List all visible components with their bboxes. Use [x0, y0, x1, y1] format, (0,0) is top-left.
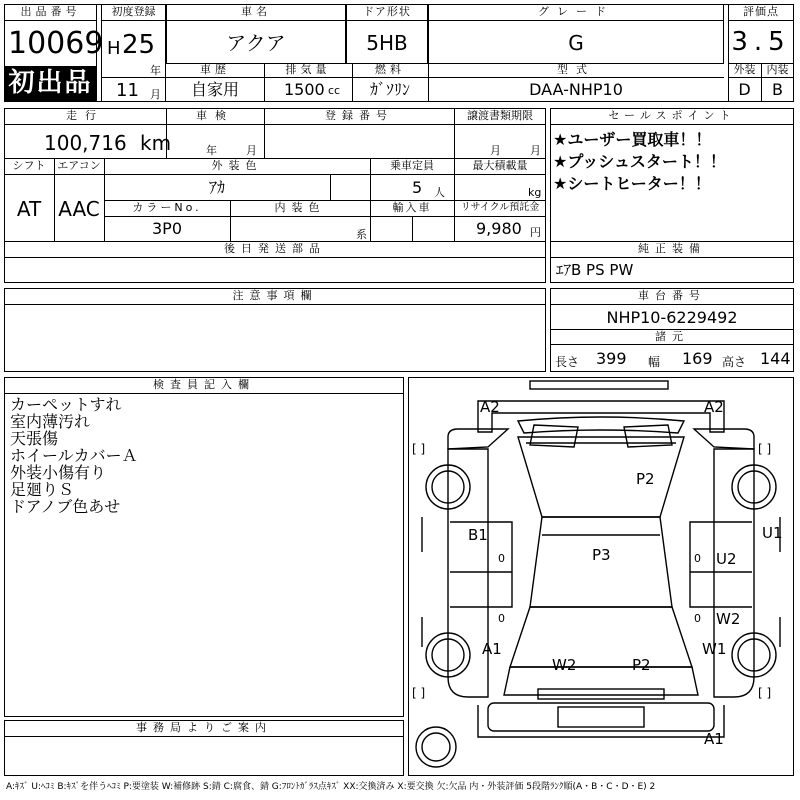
recycle-value: 9,980 — [476, 219, 522, 238]
inspector-note-4: ホイールカバーＡ — [10, 446, 138, 465]
mark-a1-left: A1 — [482, 640, 502, 658]
exterior-label: 外装 — [733, 63, 756, 76]
bracket-left-top: [ ] — [412, 442, 426, 456]
car-name: アクア — [226, 31, 286, 55]
sales-point-1: ★ユーザー買取車！！ — [553, 130, 712, 149]
fuel-label: 燃料 — [375, 63, 405, 76]
mark-u1: U1 — [762, 524, 783, 542]
zero-mark-right-1: 0 — [694, 552, 701, 565]
mark-p2-top: P2 — [636, 470, 655, 488]
max-load-unit: kg — [528, 186, 542, 199]
mark-w2-right: W2 — [716, 610, 741, 628]
first-reg-year: 25 — [122, 30, 156, 60]
interior-label: 内装 — [766, 63, 789, 76]
interior-grade: B — [772, 80, 783, 99]
door-label: ドア形状 — [363, 5, 411, 18]
zero-mark-right-2: 0 — [694, 612, 701, 625]
reg-no-label: 登録番号 — [325, 109, 393, 122]
history: 自家用 — [190, 80, 239, 99]
car-diagram — [408, 377, 794, 776]
recycle-label: リサイクル預託金 — [460, 202, 540, 213]
inspector-note-3: 天張傷 — [10, 429, 59, 448]
capacity-label: 乗車定員 — [390, 159, 434, 172]
inspector-note-2: 室内薄汚れ — [10, 412, 91, 431]
capacity: 5 — [412, 178, 423, 197]
mark-u2: U2 — [716, 550, 737, 568]
height-value: 144 — [760, 349, 791, 368]
month-unit: 月 — [150, 88, 161, 101]
mileage: 100,716 — [44, 131, 127, 155]
inspector-note-7: ドアノブ色あせ — [10, 497, 121, 516]
mark-p2-bottom: P2 — [632, 656, 651, 674]
inspector-note-5: 外装小傷有り — [10, 463, 107, 482]
inspector-label: 検査員記入欄 — [153, 378, 255, 391]
mark-a2-right: A2 — [704, 398, 724, 416]
mark-w2-bottom: W2 — [552, 656, 577, 674]
model-label: 型式 — [557, 63, 595, 76]
transfer-label: 譲渡書類期限 — [467, 109, 533, 122]
inspection-label: 車検 — [196, 109, 234, 122]
capacity-unit: 人 — [434, 186, 445, 199]
recycle-unit: 円 — [530, 226, 541, 239]
length-value: 399 — [596, 349, 627, 368]
sales-point-3: ★シートヒーター！！ — [553, 174, 711, 193]
chassis-label: 車台番号 — [638, 289, 706, 302]
ext-color-label: 外装色 — [211, 159, 263, 172]
grade-label: グレード — [538, 5, 614, 18]
chassis-number: NHP10-6229492 — [606, 308, 738, 327]
score: 3.5 — [731, 27, 791, 57]
height-label: 高さ — [722, 355, 747, 369]
int-color-unit: 系 — [356, 228, 367, 241]
mark-p3: P3 — [592, 546, 611, 564]
door-type: 5HB — [366, 31, 408, 55]
model: DAA-NHP10 — [529, 80, 623, 99]
int-color-label: 内装色 — [274, 201, 326, 214]
history-label: 車歴 — [200, 63, 230, 76]
shift-label: シフト — [12, 159, 46, 172]
zero-mark-left-2: 0 — [498, 612, 505, 625]
inspection-month-unit: 月 — [246, 144, 257, 157]
mark-a2-left: A2 — [480, 398, 500, 416]
damage-legend: A:ｷｽﾞ U:ﾍｺﾐ B:ｷｽﾞを伴うﾍｺﾐ P:要塗装 W:補修跡 S:錆 C:腐食、錆 G:ﾌﾛﾝﾄｶﾞﾗｽ点ｷｽﾞ XX:交換済み X:要交換 欠:欠品 内・外装評価 5段階ﾗﾝｸ順(A・B・C・D・E) 2 — [6, 782, 656, 792]
office-label: 事務局よりご案内 — [136, 721, 272, 734]
displacement-unit: cc — [328, 84, 341, 97]
inspector-note-6: 足廻りＳ — [10, 480, 75, 499]
zero-mark-left-1: 0 — [498, 552, 505, 565]
ext-color: ｱｶ — [208, 178, 225, 197]
lot-label: 出品番号 — [20, 5, 81, 18]
first-reg-month: 11 — [116, 80, 139, 101]
bracket-right-bottom: [ ] — [758, 686, 772, 700]
first-listing-text: 初出品 — [8, 68, 93, 98]
mark-a1-bottom: A1 — [704, 730, 724, 748]
ac: AAC — [58, 197, 100, 221]
mark-w1: W1 — [702, 640, 727, 658]
max-load-label: 最大積載量 — [472, 159, 528, 172]
mileage-label: 走行 — [66, 109, 104, 122]
inspection-year-unit: 年 — [206, 144, 217, 157]
color-no: 3P0 — [151, 219, 182, 238]
import-label: 輸入車 — [392, 201, 432, 214]
inspector-note-1: カーペットすれ — [10, 395, 122, 414]
car-name-label: 車名 — [241, 5, 271, 18]
sales-point-2: ★プッシュスタート！！ — [553, 152, 726, 171]
displacement-label: 排気量 — [285, 63, 331, 76]
later-parts-label: 後日発送部品 — [224, 242, 326, 255]
width-value: 169 — [682, 349, 713, 368]
caution-label: 注意事項欄 — [232, 289, 318, 302]
equipment-label: 純正装備 — [638, 242, 706, 255]
displacement: 1500 — [284, 80, 325, 99]
mark-b1: B1 — [468, 526, 488, 544]
mileage-unit: km — [140, 131, 172, 155]
first-reg-label: 初度登録 — [111, 5, 156, 18]
year-unit: 年 — [150, 64, 161, 77]
transfer-day-unit: 月 — [530, 144, 541, 157]
ac-label: エアコン — [57, 159, 101, 172]
bracket-right-top: [ ] — [758, 442, 772, 456]
sales-label: セールスポイント — [608, 109, 736, 122]
color-no-label: カラーNo. — [132, 201, 202, 214]
width-label: 幅 — [648, 355, 661, 369]
score-label: 評価点 — [743, 5, 779, 18]
length-label: 長さ — [555, 355, 580, 369]
grade: G — [568, 31, 584, 55]
transfer-month-unit: 月 — [490, 144, 501, 157]
dims-label: 諸元 — [655, 330, 689, 343]
shift: AT — [16, 197, 42, 221]
equipment-value: ｴｱB PS PW — [556, 261, 634, 279]
fuel: ｶﾞｿﾘﾝ — [369, 80, 410, 99]
lot-number: 10069 — [8, 26, 104, 61]
exterior-grade: D — [738, 80, 751, 99]
bracket-left-bottom: [ ] — [412, 686, 426, 700]
era: H — [107, 38, 121, 59]
